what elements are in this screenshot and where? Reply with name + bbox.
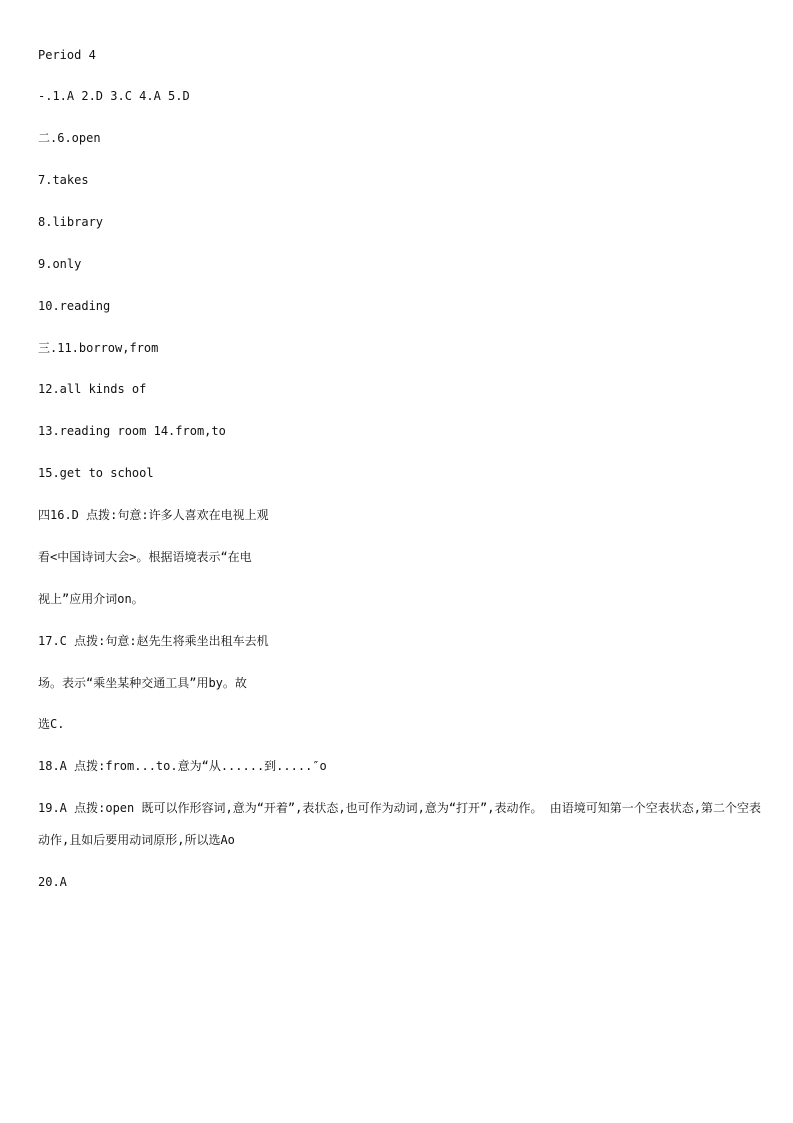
explanation-line: 视上”应用介词on。 [38, 592, 144, 606]
answer-line-8: 8.library [38, 215, 104, 229]
answer-line-15: 15.get to school [38, 466, 154, 480]
answer-line-12: 12.all kinds of [38, 382, 147, 396]
explanation-line: 选C. [38, 717, 65, 731]
answer-line-18: 18.A 点拨:from...to.意为“从......到.....″o [38, 759, 327, 773]
answer-line-20: 20.A [38, 875, 67, 889]
answer-line-17: 17.C 点拨:句意:赵先生将乘坐出租车去机 [38, 634, 269, 648]
answer-line-10: 10.reading [38, 299, 111, 313]
answer-line-7: 7.takes [38, 173, 89, 187]
answer-line-section-1: -.1.A 2.D 3.C 4.A 5.D [38, 89, 190, 103]
answer-line-section-4: 四16.D 点拨:句意:许多人喜欢在电视上观 [38, 508, 269, 522]
answer-line-13-14: 13.reading room 14.from,to [38, 424, 226, 438]
answer-line-section-2: 二.6.open [38, 131, 101, 145]
answer-line-section-3: 三.11.borrow,from [38, 341, 159, 355]
period-heading: Period 4 [38, 48, 96, 62]
explanation-line: 看<中国诗词大会>。根据语境表示“在电 [38, 550, 252, 564]
answer-line-9: 9.only [38, 257, 82, 271]
explanation-line: 场。表示“乘坐某种交通工具”用by。故 [38, 676, 247, 690]
answer-line-19: 19.A 点拨:open 既可以作形容词,意为“开着”,表状态,也可作为动词,意为“打开”,表动作。 由语境可知第一个空表状态,第二个空表动作,且如后要用动词原形,所以选Ao [38, 801, 761, 847]
